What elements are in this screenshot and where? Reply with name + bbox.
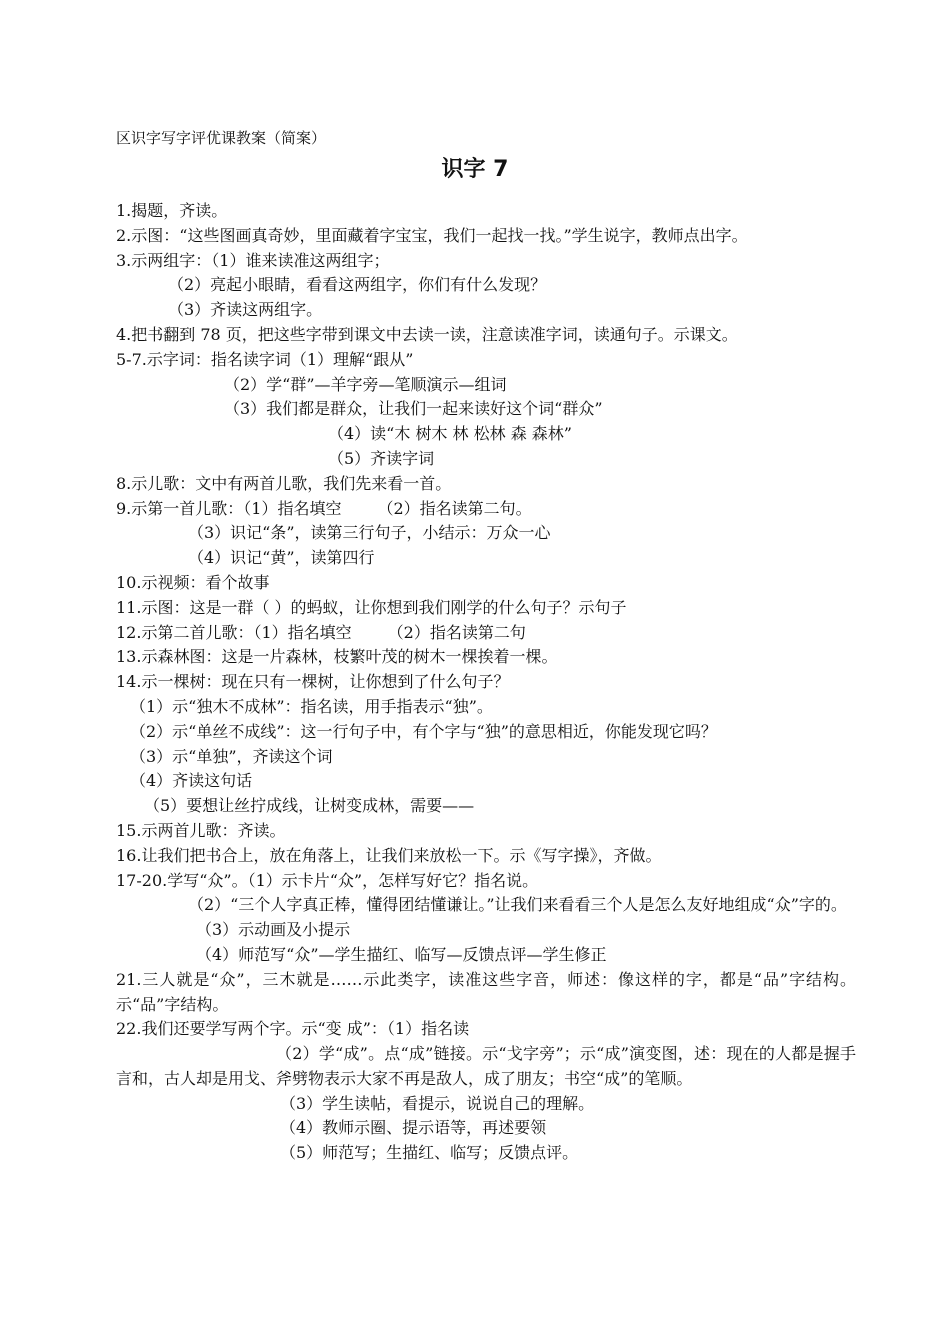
- sub-step-inline: （2）指名读第二句。: [377, 498, 532, 518]
- step-line: 4.把书翻到 78 页，把这些字带到课文中去读一读，注意读准字词，读通句子。示课文。: [116, 324, 738, 344]
- step-line: 10.示视频：看个故事: [116, 572, 270, 592]
- step-line: 1.揭题，齐读。: [116, 201, 228, 220]
- sub-step-paragraph: （2）“三个人字真正棒，懂得团结懂谦让。”让我们来看看三个人是怎么友好地组成“众”字的。: [188, 895, 847, 915]
- sub-step-line: （3）学生读帖，看提示，说说自己的理解。: [280, 1093, 595, 1113]
- step-line: 22.我们还要学写两个字。示“变 成”：（1）指名读: [116, 1019, 470, 1039]
- step-text: 9.示第一首儿歌：（1）指名填空: [116, 498, 342, 518]
- sub-step-line: （3）识记“条”，读第三行句子，小结示：万众一心: [188, 523, 551, 543]
- step-text: 12.示第二首儿歌：（1）指名填空: [116, 622, 352, 642]
- sub-step-line: （3）示动画及小提示: [196, 920, 351, 940]
- sub-step-line: （4）教师示圈、提示语等，再述要领: [280, 1118, 547, 1138]
- sub-step-line: （2）示“单丝不成线”：这一行句子中，有个字与“独”的意思相近，你能发现它吗？: [130, 721, 717, 741]
- lesson-plan-body: [116, 199, 856, 1166]
- sub-step-line: （4）齐读这句话: [130, 771, 253, 791]
- step-line: 2.示图：“这些图画真奇妙，里面藏着字宝宝，我们一起找一找。”学生说字，教师点出字。: [116, 225, 748, 245]
- sub-step-line: （5）师范写；生描红、临写；反馈点评。: [280, 1143, 579, 1163]
- sub-step-line: （5）要想让丝拧成线，让树变成林，需要——: [144, 796, 475, 816]
- sub-step-line: （4）师范写“众”—学生描红、临写—反馈点评—学生修正: [196, 944, 607, 964]
- step-line: 13.示森林图：这是一片森林，枝繁叶茂的树木一棵挨着一棵。: [116, 647, 558, 667]
- sub-step-line: （1）示“独木不成林”：指名读，用手指表示“独”。: [130, 696, 493, 716]
- step-line: 5-7.示字词：指名读字词（1）理解“跟从”: [116, 349, 414, 369]
- step-line: 14.示一棵树：现在只有一棵树，让你想到了什么句子？: [116, 672, 510, 692]
- step-line: 16.让我们把书合上，放在角落上，让我们来放松一下。示《写字操》，齐做。: [116, 845, 662, 865]
- sub-step-line: （3）示“单独”，齐读这个词: [130, 746, 333, 766]
- sub-step-line: （3）我们都是群众，让我们一起来读好这个词“群众”: [224, 399, 603, 419]
- step-line: 3.示两组字：（1）谁来读准这两组字；: [116, 250, 390, 270]
- step-line: 11.示图：这是一群（ ）的蚂蚁，让你想到我们刚学的什么句子？示句子: [116, 597, 627, 617]
- step-line: [116, 497, 856, 522]
- step-paragraph: 21.三人就是“众”，三木就是……示此类字，读准这些字音，师述：像这样的字，都是“品”字结构。示“品”字结构。: [116, 969, 856, 1014]
- step-line: [116, 621, 856, 646]
- sub-step-line: （4）识记“黄”，读第四行: [188, 548, 375, 568]
- step-line: 8.示儿歌：文中有两首儿歌，我们先来看一首。: [116, 473, 452, 493]
- sub-step-line: （3）齐读这两组字。: [168, 300, 323, 320]
- document-title: 识字 7: [441, 157, 509, 182]
- step-line: 15.示两首儿歌：齐读。: [116, 820, 286, 840]
- sub-step-inline: （2）指名读第二句: [387, 622, 526, 642]
- sub-step-line: （2）亮起小眼睛，看看这两组字，你们有什么发现？: [168, 275, 547, 295]
- sub-step-line: （2）学“群”—羊字旁—笔顺演示—组词: [224, 374, 507, 394]
- sub-step-line: （4）读“木 树木 林 松林 森 森林”: [328, 424, 572, 444]
- sub-step-paragraph: （2）学“成”。点“成”链接。示“戈字旁”；示“成”演变图，述：现在的人都是握手言和，古人却是用戈、斧劈物表示大家不再是敌人，成了朋友；书空“成”的笔顺。: [116, 1044, 856, 1088]
- step-line: 17-20.学写“众”。（1）示卡片“众”，怎样写好它？指名说。: [116, 870, 539, 890]
- sub-step-line: （5）齐读字词: [328, 448, 435, 468]
- document-header: 区识字写字评优课教案（简案）: [116, 129, 327, 147]
